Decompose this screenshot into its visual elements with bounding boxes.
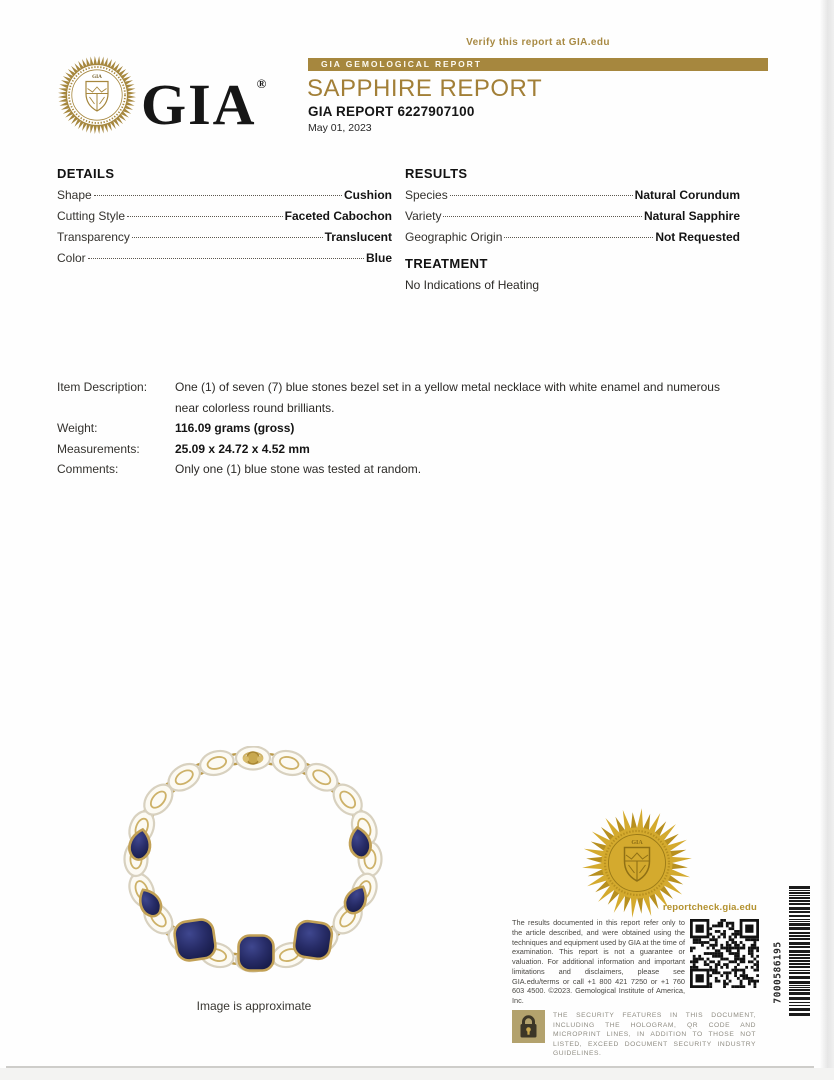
reportcheck-link: reportcheck.gia.edu	[662, 902, 757, 913]
gia-logotype-text: GIA	[141, 72, 257, 137]
figure-caption: Image is approximate	[196, 999, 312, 1013]
barcode-bar	[789, 950, 810, 953]
item-description-section	[57, 377, 737, 480]
treatment-heading: TREATMENT	[405, 256, 488, 271]
barcode-bar	[789, 942, 810, 945]
barcode-bar	[789, 992, 810, 995]
barcode-bar	[789, 890, 810, 891]
barcode-bar	[789, 935, 810, 937]
detail-value: Faceted Cabochon	[284, 208, 392, 223]
barcode-bar	[789, 915, 810, 917]
results-heading: RESULTS	[405, 166, 468, 181]
barcode-bar	[789, 972, 810, 974]
barcode-bar	[789, 907, 810, 910]
dotted-leader	[127, 216, 283, 217]
result-value: Not Requested	[655, 229, 740, 244]
result-row-variety	[405, 209, 740, 230]
detail-row-shape	[57, 188, 392, 209]
detail-row-cutting-style	[57, 209, 392, 230]
report-type-banner-label: GIA GEMOLOGICAL REPORT	[321, 59, 482, 69]
gia-logo-seal-icon	[57, 55, 137, 135]
disclaimer-text: The results documented in this report refer only to the article described, and were obtained using the techniques and equipment used by GIA at the time of examination. This report is not a guarantee or valuation. For additional information and important limitations and disclaimers, please see GIA.edu/terms or call +1 800 421 7250 or +1 760 603 4500. ©2023. Gemological Institute of America, Inc.	[512, 918, 685, 1005]
detail-label: Shape	[57, 188, 92, 202]
barcode-bar	[789, 895, 810, 896]
item-row-comments	[57, 459, 737, 480]
barcode-bar	[789, 903, 810, 905]
barcode-bar	[789, 932, 810, 934]
dotted-leader	[94, 195, 342, 196]
detail-row-color	[57, 251, 392, 272]
details-heading: DETAILS	[57, 166, 115, 181]
barcode-bar	[789, 897, 810, 898]
detail-label: Transparency	[57, 229, 130, 244]
barcode-bar	[789, 1013, 810, 1016]
result-label: Geographic Origin	[405, 229, 503, 244]
result-row-geographic-origin	[405, 230, 740, 251]
barcode-bar	[789, 976, 810, 979]
results-section	[405, 166, 740, 251]
dotted-leader	[504, 237, 653, 238]
item-label: Comments:	[57, 462, 119, 476]
barcode-bar	[789, 900, 810, 902]
detail-value: Translucent	[324, 229, 392, 244]
detail-value: Blue	[365, 250, 392, 265]
details-section	[57, 166, 392, 272]
barcode-bar	[789, 919, 810, 920]
item-value: 116.09 grams (gross)	[175, 421, 295, 435]
barcode-bar	[789, 987, 810, 988]
result-label: Species	[405, 188, 448, 202]
result-value: Natural Sapphire	[643, 208, 740, 223]
report-title: SAPPHIRE REPORT	[307, 75, 543, 102]
result-label: Variety	[405, 208, 442, 223]
item-label: Item Description:	[57, 380, 148, 394]
dotted-leader	[132, 237, 323, 238]
svg-text:GIA: GIA	[92, 74, 102, 80]
barcode-bar	[789, 1008, 810, 1011]
detail-label: Cutting Style	[57, 208, 126, 223]
result-row-species	[405, 188, 740, 209]
barcode-bar	[789, 963, 810, 965]
necklace-photo	[118, 746, 390, 994]
item-row-measurements	[57, 439, 737, 460]
barcode-bar	[789, 923, 810, 926]
page-edge-right	[820, 0, 834, 1080]
barcode-bar	[789, 1005, 810, 1006]
barcode-bar	[789, 921, 810, 922]
item-value: 25.09 x 24.72 x 4.52 mm	[175, 441, 310, 456]
barcode-bar	[789, 970, 810, 971]
barcode-bar	[789, 985, 810, 986]
gia-logotype	[141, 55, 267, 137]
item-label: Weight:	[57, 421, 98, 435]
barcode-bar	[789, 946, 810, 948]
barcode-bar	[789, 938, 810, 940]
barcode-bar	[789, 960, 810, 961]
item-label: Measurements:	[57, 441, 140, 456]
item-row-description	[57, 377, 737, 418]
barcode-bar	[789, 886, 810, 889]
barcode-bar	[789, 911, 810, 913]
barcode-bar	[789, 989, 810, 991]
barcode-bar	[789, 981, 810, 984]
barcode-bar	[789, 966, 810, 968]
verify-report-link: Verify this report at GIA.edu	[466, 37, 610, 48]
page-edge-shadow	[0, 1068, 834, 1080]
svg-text:GIA: GIA	[631, 840, 643, 846]
lock-icon	[512, 1010, 545, 1043]
detail-row-transparency	[57, 230, 392, 251]
barcode-bar	[789, 1002, 810, 1003]
registered-trademark: ®	[256, 76, 267, 91]
dotted-leader	[443, 216, 642, 217]
barcode	[789, 886, 810, 1017]
barcode-bar	[789, 957, 810, 959]
item-value: Only one (1) blue stone was tested at random.	[175, 462, 422, 476]
report-type-banner	[308, 58, 768, 71]
barcode-bar	[789, 892, 810, 894]
detail-label: Color	[57, 250, 86, 265]
security-lock-badge	[512, 1010, 545, 1043]
barcode-bar	[789, 954, 810, 955]
dotted-leader	[88, 258, 364, 259]
detail-value: Cushion	[344, 188, 392, 202]
barcode-number: 7000586195	[772, 941, 784, 1004]
qr-code	[690, 919, 759, 988]
treatment-value: No Indications of Heating	[405, 278, 540, 292]
report-number: GIA REPORT 6227907100	[308, 104, 475, 119]
item-value: One (1) of seven (7) blue stones bezel set in a yellow metal necklace with white enamel and numerous near colorless round brilliants.	[175, 380, 720, 415]
report-date: May 01, 2023	[308, 122, 372, 134]
security-features-text: THE SECURITY FEATURES IN THIS DOCUMENT, INCLUDING THE HOLOGRAM, QR CODE AND MICROPRINT LINES, IN ADDITION TO THOSE NOT LISTED, EXCEED DOCUMENT SECURITY INDUSTRY GUIDELINES.	[553, 1012, 756, 1058]
barcode-bar	[789, 997, 810, 1000]
item-row-weight	[57, 418, 737, 439]
barcode-bar	[789, 927, 810, 930]
result-value: Natural Corundum	[634, 188, 740, 202]
dotted-leader	[450, 195, 633, 196]
